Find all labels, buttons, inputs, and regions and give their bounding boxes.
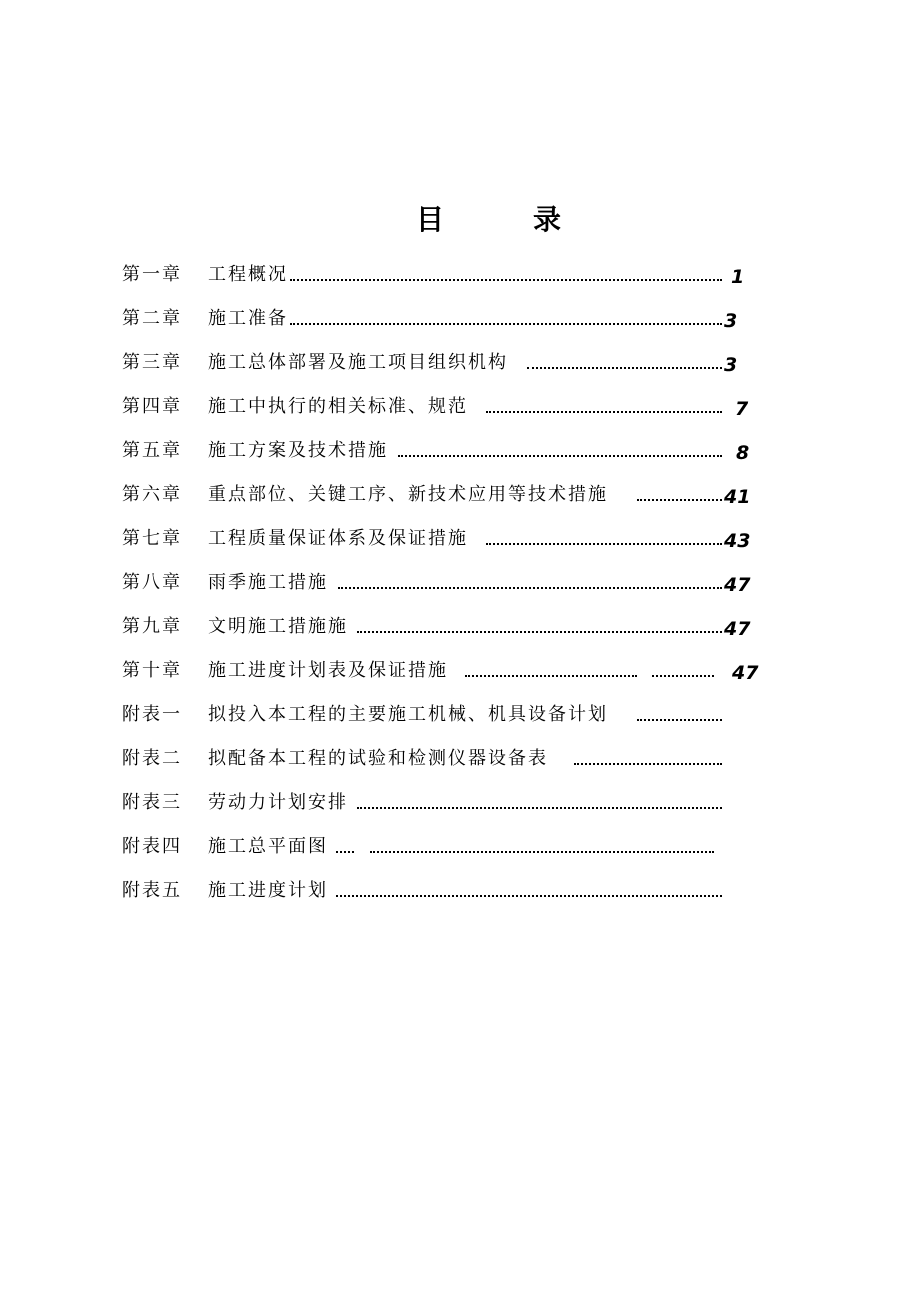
toc-entry-label: 第一章 (122, 264, 182, 285)
toc-entry-label: 附表二 (122, 748, 182, 769)
toc-entry-label: 附表三 (122, 792, 182, 813)
toc-entry-chapter-1[interactable] (0, 255, 920, 295)
toc-dot-leader (357, 807, 722, 809)
toc-entry-title: 工程质量保证体系及保证措施 (208, 528, 468, 549)
toc-entry-appendix-4[interactable] (0, 827, 920, 867)
toc-entry-title: 雨季施工措施 (208, 572, 328, 593)
toc-entry-page: 1 (731, 266, 745, 288)
toc-entry-label: 第二章 (122, 308, 182, 329)
toc-dot-leader (370, 851, 714, 853)
toc-entry-appendix-5[interactable] (0, 871, 920, 911)
toc-entry-chapter-10[interactable] (0, 651, 920, 691)
toc-entry-title: 文明施工措施施 (208, 616, 348, 637)
toc-entry-page: 47 (732, 662, 759, 684)
toc-dot-leader (637, 499, 722, 501)
toc-entry-label: 第七章 (122, 528, 182, 549)
toc-dot-leader (357, 631, 722, 633)
toc-entry-chapter-3[interactable] (0, 343, 920, 383)
toc-dot-leader (398, 455, 722, 457)
toc-dot-leader (486, 411, 722, 413)
toc-entry-label: 第五章 (122, 440, 182, 461)
title-char-mu: 目 (416, 203, 445, 236)
toc-entry-title: 施工准备 (208, 308, 288, 329)
toc-entry-page: 43 (724, 530, 751, 552)
toc-entry-chapter-9[interactable] (0, 607, 920, 647)
toc-entry-chapter-8[interactable] (0, 563, 920, 603)
title-char-lu: 录 (533, 203, 562, 236)
toc-entry-title: 施工进度计划 (208, 880, 328, 901)
toc-entry-chapter-4[interactable] (0, 387, 920, 427)
toc-entry-label: 第六章 (122, 484, 182, 505)
toc-entry-label: 附表四 (122, 836, 182, 857)
toc-entry-title: 拟配备本工程的试验和检测仪器设备表 (208, 748, 548, 769)
toc-entry-title: 施工中执行的相关标准、规范 (208, 396, 468, 417)
toc-entry-label: 第十章 (122, 660, 182, 681)
toc-dot-leader (574, 763, 722, 765)
toc-entry-title: 劳动力计划安排 (208, 792, 348, 813)
toc-entry-title: 施工总平面图 (208, 836, 328, 857)
toc-entry-label: 附表五 (122, 880, 182, 901)
toc-entry-page: 47 (724, 574, 751, 596)
toc-entry-appendix-2[interactable] (0, 739, 920, 779)
toc-entry-label: 第九章 (122, 616, 182, 637)
toc-dot-leader (338, 587, 722, 589)
toc-dot-leader (336, 851, 354, 853)
toc-dot-leader (336, 895, 722, 897)
toc-entry-label: 第三章 (122, 352, 182, 373)
toc-entry-chapter-7[interactable] (0, 519, 920, 559)
toc-entry-page: 3 (724, 354, 738, 376)
toc-entry-title: 施工总体部署及施工项目组织机构 (208, 352, 508, 373)
toc-entry-page: 7 (735, 398, 749, 420)
toc-entry-label: 第八章 (122, 572, 182, 593)
toc-entry-page: 41 (724, 486, 751, 508)
toc-entry-label: 第四章 (122, 396, 182, 417)
page-title (0, 198, 920, 242)
toc-entry-appendix-3[interactable] (0, 783, 920, 823)
toc-dot-leader (527, 367, 722, 369)
toc-entry-title: 施工方案及技术措施 (208, 440, 388, 461)
toc-dot-leader (290, 279, 722, 281)
toc-entry-page: 3 (724, 310, 738, 332)
toc-entry-appendix-1[interactable] (0, 695, 920, 735)
toc-entry-page: 47 (724, 618, 751, 640)
toc-dot-leader (290, 323, 722, 325)
toc-dot-leader (637, 719, 722, 721)
toc-dot-leader (465, 675, 637, 677)
toc-entry-title: 重点部位、关键工序、新技术应用等技术措施 (208, 484, 608, 505)
toc-dot-leader (486, 543, 722, 545)
toc-entry-title: 拟投入本工程的主要施工机械、机具设备计划 (208, 704, 608, 725)
toc-entry-chapter-6[interactable] (0, 475, 920, 515)
toc-entry-title: 施工进度计划表及保证措施 (208, 660, 448, 681)
toc-entry-title: 工程概况 (208, 264, 288, 285)
toc-entry-page: 8 (736, 442, 750, 464)
toc-entry-chapter-5[interactable] (0, 431, 920, 471)
toc-entry-chapter-2[interactable] (0, 299, 920, 339)
toc-entry-label: 附表一 (122, 704, 182, 725)
toc-dot-leader (652, 675, 714, 677)
